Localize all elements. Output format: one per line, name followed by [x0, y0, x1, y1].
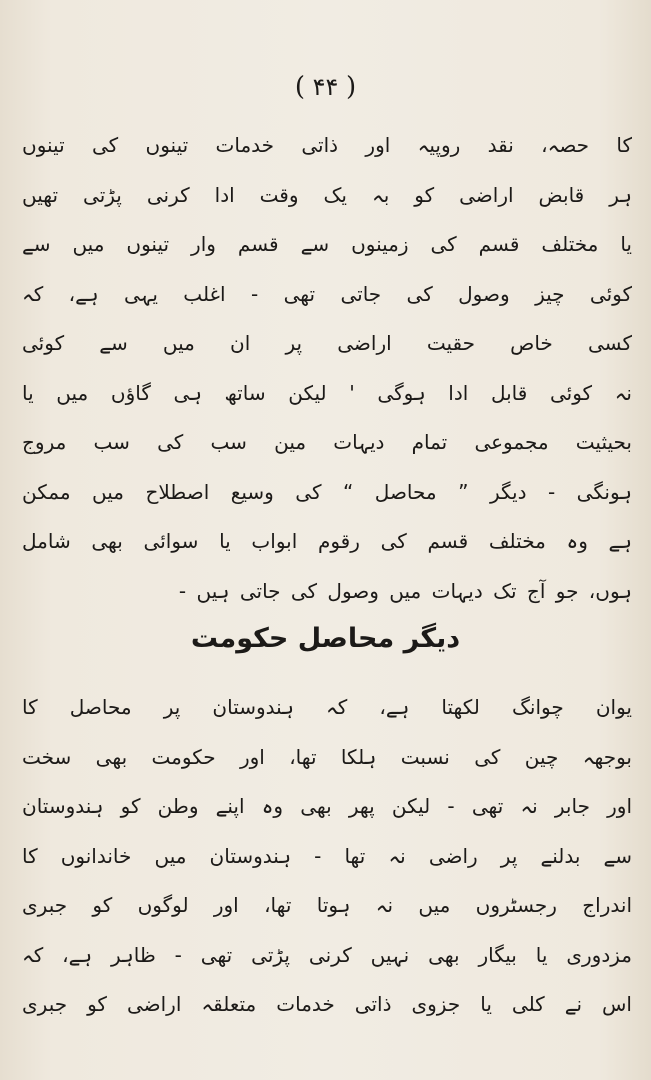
- text-line: ہے وہ مختلف قسم کی رقوم ابواب یا سوائی بھی شامل: [22, 529, 632, 553]
- text-line: نہ کوئی قابل ادا ہوگی ' لیکن ساتھ ہی گاؤں میں یا: [22, 380, 632, 405]
- text-line: ہر قابض اراضی کو بہ یک وقت ادا کرنی پڑتی تھیں: [22, 182, 632, 207]
- text-line: بوجھہ چین کی نسبت ہلکا تھا، اور حکومت بھی سخت: [22, 744, 632, 769]
- text-line: کسی خاص حقیت اراضی پر ان میں سے کوئی: [22, 331, 632, 355]
- text-line: اور جابر نہ تھی - لیکن پھر بھی وہ اپنے وطن کو ہندوستان: [22, 794, 632, 818]
- text-line: یا مختلف قسم کی زمینوں سے قسم وار تینوں میں سے: [22, 232, 632, 256]
- section-heading: دیگر محاصل حکومت: [190, 623, 461, 654]
- page-number-value: ۴۴: [312, 73, 339, 101]
- text-line: سے بدلنے پر راضی نہ تھا - ہندوستان میں خاندانوں کا: [22, 843, 632, 868]
- paragraph-1: [22, 121, 632, 616]
- text-line: ہوں، جو آج تک دیہات میں وصول کی جاتی ہیں -: [178, 578, 632, 603]
- close-paren: ): [346, 72, 357, 102]
- paragraph-2: [22, 683, 632, 1030]
- text-line: ہونگی - دیگر ” محاصل “ کی وسیع اصطلاح میں ممکن: [22, 479, 632, 504]
- text-line: مزدوری یا بیگار بھی نہیں کرنی پڑتی تھی - ظاہر ہے، کہ: [22, 942, 632, 967]
- text-line: یوان چوانگ لکھتا ہے، کہ ہندوستان پر محاصل کا: [22, 695, 632, 719]
- text-line: اس نے کلی یا جزوی ذاتی خدمات متعلقہ اراضی کو جبری: [22, 992, 632, 1016]
- text-line: اندراج رجسٹروں میں نہ ہوتا تھا، اور لوگوں کو جبری: [22, 893, 632, 917]
- page-number: [0, 72, 651, 102]
- open-paren: (: [294, 72, 305, 102]
- text-line: کوئی چیز وصول کی جاتی تھی - اغلب یہی ہے، کہ: [22, 281, 632, 306]
- text-line: کا حصہ، نقد روپیہ اور ذاتی خدمات تینوں کی تینوں: [22, 133, 632, 157]
- text-line: بحیثیت مجموعی تمام دیہات مین سب کی سب مروج: [22, 430, 632, 454]
